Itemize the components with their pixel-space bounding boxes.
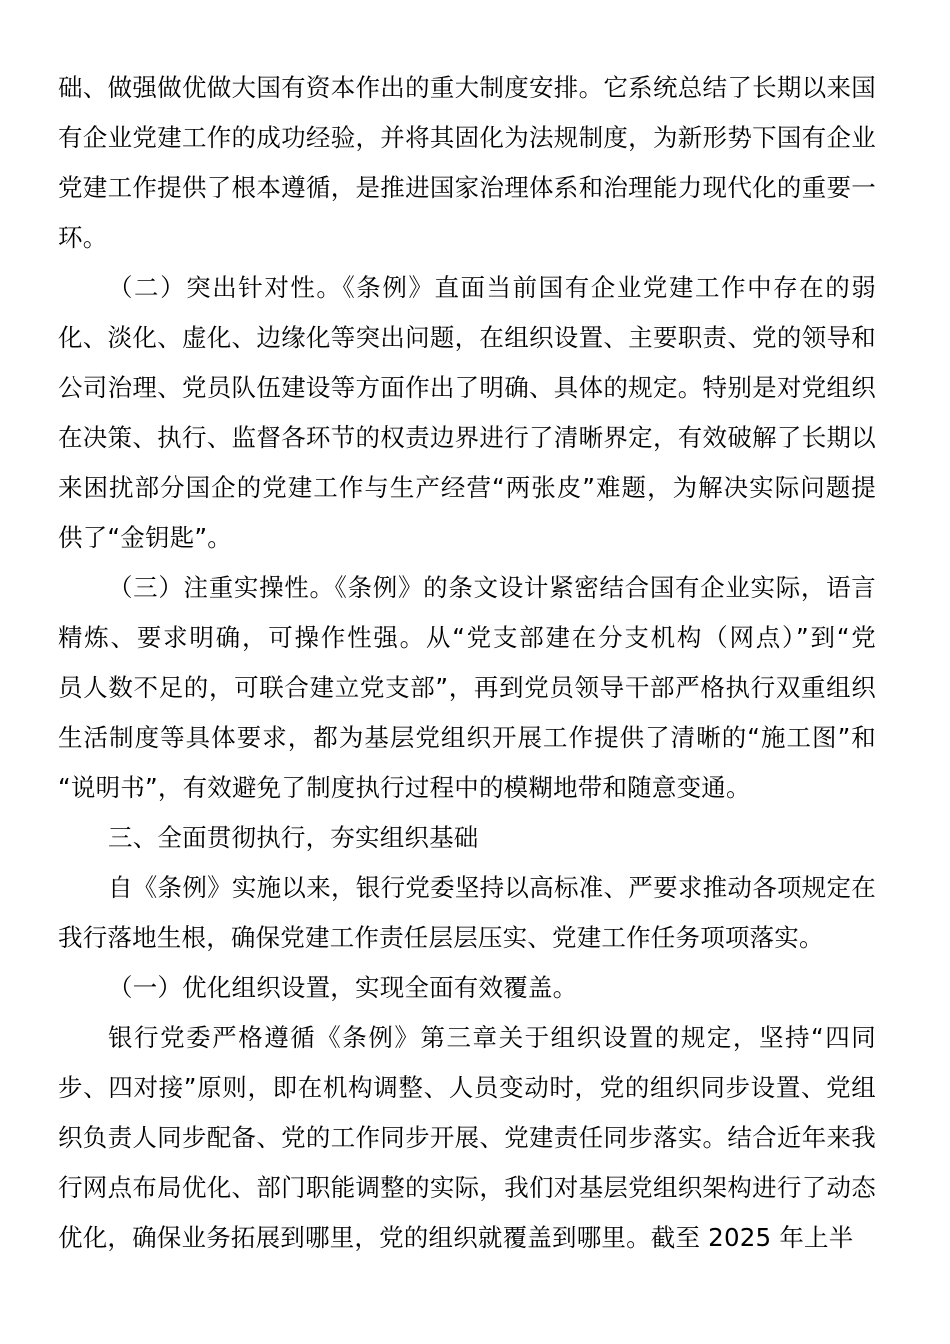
text-line: 公司治理、党员队伍建设等方面作出了明确、具体的规定。特别是对党组织 bbox=[58, 373, 876, 402]
section-heading: 三、全面贯彻执行，夯实组织基础 bbox=[108, 823, 479, 852]
paragraph-heading-line: （二）突出针对性。《条例》直面当前国有企业党建工作中存在的弱 bbox=[108, 273, 876, 302]
text-line: 银行党委严格遵循《条例》第三章关于组织设置的规定，坚持“四同 bbox=[108, 1023, 876, 1052]
text-line: “说明书”，有效避免了制度执行过程中的模糊地带和随意变通。 bbox=[58, 773, 751, 802]
text-line: 党建工作提供了根本遵循，是推进国家治理体系和治理能力现代化的重要一 bbox=[58, 173, 876, 202]
text-line: 员人数不足的，可联合建立党支部”，再到党员领导干部严格执行双重组织 bbox=[58, 673, 876, 702]
subsection-heading: （一）优化组织设置，实现全面有效覆盖。 bbox=[108, 973, 578, 1002]
text-line: 精炼、要求明确，可操作性强。从“党支部建在分支机构（网点）”到“党 bbox=[58, 623, 876, 652]
paragraph-heading-line: （三）注重实操性。《条例》的条文设计紧密结合国有企业实际，语言 bbox=[108, 573, 876, 602]
text-line: 化、淡化、虚化、边缘化等突出问题，在组织设置、主要职责、党的领导和 bbox=[58, 323, 876, 352]
text-line: 有企业党建工作的成功经验，并将其固化为法规制度，为新形势下国有企业 bbox=[58, 123, 876, 152]
text-line: 环。 bbox=[58, 223, 108, 252]
text-line: 础、做强做优做大国有资本作出的重大制度安排。它系统总结了长期以来国 bbox=[58, 73, 876, 102]
text-line: 生活制度等具体要求，都为基层党组织开展工作提供了清晰的“施工图”和 bbox=[58, 723, 876, 752]
text-line: 优化，确保业务拓展到哪里，党的组织就覆盖到哪里。截至 2025 年上半 bbox=[58, 1223, 854, 1252]
text-line: 供了“金钥匙”。 bbox=[58, 523, 232, 552]
text-line: 在决策、执行、监督各环节的权责边界进行了清晰界定，有效破解了长期以 bbox=[58, 423, 876, 452]
text-line: 我行落地生根，确保党建工作责任层层压实、党建工作任务项项落实。 bbox=[58, 923, 824, 952]
text-line: 织负责人同步配备、党的工作同步开展、党建责任同步落实。结合近年来我 bbox=[58, 1123, 876, 1152]
text-line: 步、四对接”原则，即在机构调整、人员变动时，党的组织同步设置、党组 bbox=[58, 1073, 876, 1102]
text-line: 行网点布局优化、部门职能调整的实际，我们对基层党组织架构进行了动态 bbox=[58, 1173, 876, 1202]
text-line: 自《条例》实施以来，银行党委坚持以高标准、严要求推动各项规定在 bbox=[108, 873, 876, 902]
text-line: 来困扰部分国企的党建工作与生产经营“两张皮”难题，为解决实际问题提 bbox=[58, 473, 876, 502]
